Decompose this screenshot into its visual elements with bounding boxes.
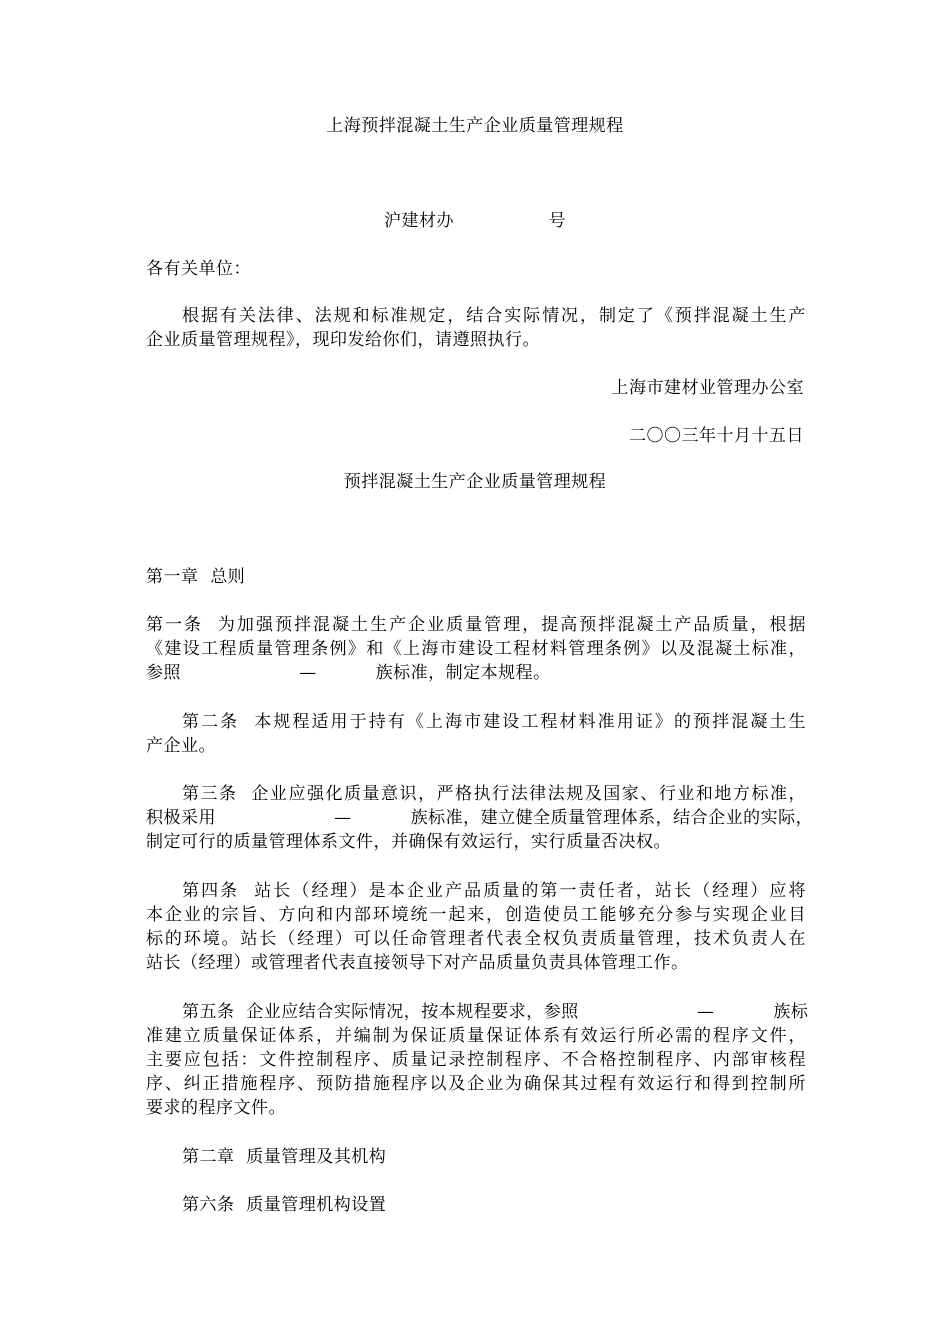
article-2-line: 第二条 本规程适用于持有《上海市建设工程材料准用证》的预拌混凝土生 — [182, 712, 806, 732]
notice-body-line: 企业质量管理规程》，现印发给你们，请遵照执行。 — [146, 330, 540, 350]
article-1-line: 第一条 为加强预拌混凝土生产企业质量管理，提高预拌混凝土产品质量，根据 — [146, 615, 806, 635]
article-6-heading: 第六条 质量管理机构设置 — [182, 1195, 387, 1215]
notice-body-line: 根据有关法律、法规和标准规定，结合实际情况，制定了《预拌混凝土生产 — [182, 306, 806, 326]
issuer: 上海市建材业管理办公室 — [611, 378, 804, 398]
document-number: 沪建材办 号 — [384, 211, 566, 231]
article-2-line: 产企业。 — [146, 736, 216, 756]
document-title: 上海预拌混凝土生产企业质量管理规程 — [326, 116, 624, 136]
article-4-line: 第四条 站长（经理）是本企业产品质量的第一责任者，站长（经理）应将 — [182, 881, 806, 901]
article-5-line: 要求的程序文件。 — [146, 1098, 286, 1118]
article-5-line: 第五条 企业应结合实际情况，按本规程要求，参照 — 族标 — [182, 1002, 809, 1022]
regulation-title: 预拌混凝土生产企业质量管理规程 — [343, 472, 607, 492]
chapter-heading: 第二章 质量管理及其机构 — [182, 1147, 387, 1167]
article-4-line: 标的环境。站长（经理）可以任命管理者代表全权负责质量管理，技术负责人在 — [146, 929, 806, 949]
article-3-line: 积极采用 — 族标准，建立健全质量管理体系，结合企业的实际， — [146, 808, 814, 828]
article-4-line: 本企业的宗旨、方向和内部环境统一起来，创造使员工能够充分参与实现企业目 — [146, 905, 806, 925]
article-5-line: 主要应包括：文件控制程序、质量记录控制程序、不合格控制程序、内部审核程 — [146, 1050, 806, 1070]
article-3-line: 制定可行的质量管理体系文件，并确保有效运行，实行质量否决权。 — [146, 832, 671, 852]
article-5-line: 准建立质量保证体系，并编制为保证质量保证体系有效运行所必需的程序文件， — [146, 1026, 806, 1046]
article-5-line: 序、纠正措施程序、预防措施程序以及企业为确保其过程有效运行和得到控制所 — [146, 1074, 806, 1094]
article-4-line: 站长（经理）或管理者代表直接领导下对产品质量负责具体管理工作。 — [146, 953, 689, 973]
article-1-line: 参照 — 族标准，制定本规程。 — [146, 663, 551, 683]
chapter-heading: 第一章 总则 — [146, 567, 246, 587]
article-3-line: 第三条 企业应强化质量意识，严格执行法律法规及国家、行业和地方标准， — [182, 784, 806, 804]
salutation: 各有关单位： — [146, 259, 251, 279]
article-1-line: 《建设工程质量管理条例》和《上海市建设工程材料管理条例》以及混凝土标准， — [146, 639, 806, 659]
issue-date: 二〇〇三年十月十五日 — [629, 426, 804, 446]
